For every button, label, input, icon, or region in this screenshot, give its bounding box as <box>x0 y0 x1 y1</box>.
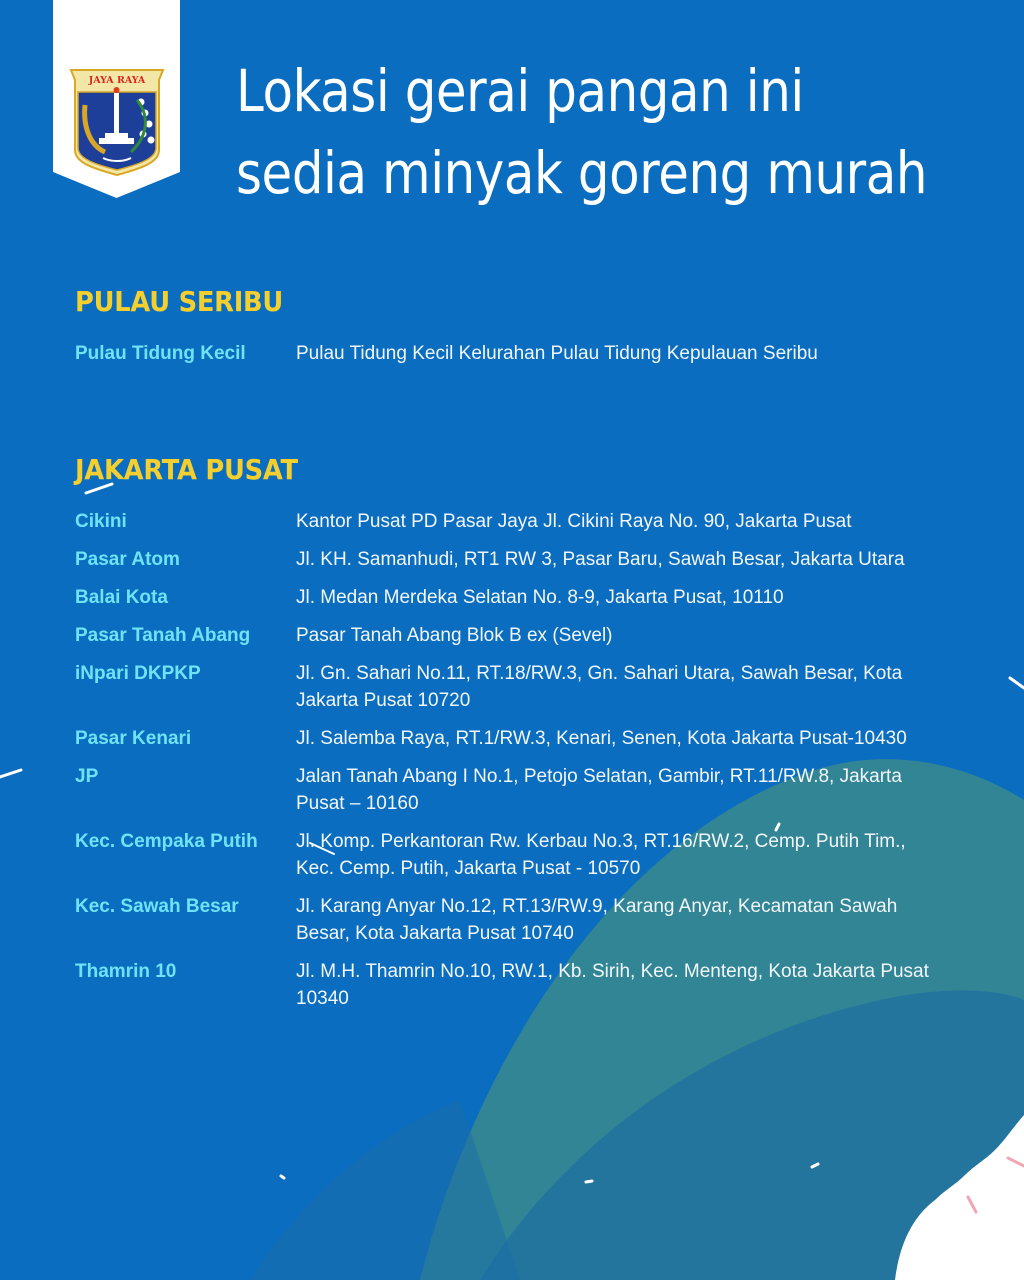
location-name: Pasar Kenari <box>75 728 192 749</box>
emblem-banner <box>53 0 180 198</box>
location-address: Jl. M.H. Thamrin No.10, RW.1, Kb. Sirih, Kec. Menteng, Kota Jakarta Pusat 10340 <box>296 961 929 1009</box>
title-line-1: Lokasi gerai pangan ini <box>236 57 804 125</box>
location-address: Jl. Salemba Raya, RT.1/RW.3, Kenari, Senen, Kota Jakarta Pusat-10430 <box>296 728 907 749</box>
location-row <box>75 828 975 882</box>
section-title: JAKARTA PUSAT <box>75 453 298 486</box>
location-row <box>75 584 975 611</box>
location-address: Kantor Pusat PD Pasar Jaya Jl. Cikini Raya No. 90, Jakarta Pusat <box>296 511 852 532</box>
section-title: PULAU SERIBU <box>75 285 284 318</box>
location-address: Jl. Gn. Sahari No.11, RT.18/RW.3, Gn. Sahari Utara, Sawah Besar, Kota Jakarta Pusat 10720 <box>296 663 903 711</box>
location-address: Pulau Tidung Kecil Kelurahan Pulau Tidung Kepulauan Seribu <box>296 343 818 364</box>
title-line-2: sedia minyak goreng murah <box>236 139 928 207</box>
jakarta-emblem-icon <box>71 70 163 175</box>
location-name: Kec. Cempaka Putih <box>75 831 258 852</box>
section-pulau-seribu <box>75 285 975 378</box>
location-name: Pasar Atom <box>75 549 180 570</box>
section-jakarta-pusat <box>75 453 975 1023</box>
location-name: Thamrin 10 <box>75 961 177 982</box>
location-row <box>75 340 975 367</box>
location-row <box>75 893 975 947</box>
location-name: Kec. Sawah Besar <box>75 896 239 917</box>
location-address: Jl. Medan Merdeka Selatan No. 8-9, Jakarta Pusat, 10110 <box>296 587 784 608</box>
location-address: Jl. KH. Samanhudi, RT1 RW 3, Pasar Baru, Sawah Besar, Jakarta Utara <box>296 549 905 570</box>
location-name: iNpari DKPKP <box>75 663 201 684</box>
location-name: Pulau Tidung Kecil <box>75 343 246 364</box>
page-title <box>236 50 927 214</box>
location-row <box>75 660 975 714</box>
location-address: Jl. Karang Anyar No.12, RT.13/RW.9, Karang Anyar, Kecamatan Sawah Besar, Kota Jakarta Pusat 10740 <box>296 896 898 944</box>
location-name: JP <box>75 766 99 787</box>
location-row <box>75 508 975 535</box>
location-row <box>75 546 975 573</box>
location-address: Jl. Komp. Perkantoran Rw. Kerbau No.3, RT.16/RW.2, Cemp. Putih Tim., Kec. Cemp. Putih, Jakarta Pusat - 10570 <box>296 831 906 879</box>
location-name: Balai Kota <box>75 587 168 608</box>
svg-text:JAYA RAYA: JAYA RAYA <box>88 75 146 86</box>
location-address: Pasar Tanah Abang Blok B ex (Sevel) <box>296 625 613 646</box>
location-name: Cikini <box>75 511 127 532</box>
location-name: Pasar Tanah Abang <box>75 625 251 646</box>
location-row <box>75 725 975 752</box>
location-address: Jalan Tanah Abang I No.1, Petojo Selatan, Gambir, RT.11/RW.8, Jakarta Pusat – 10160 <box>296 766 902 814</box>
location-row <box>75 763 975 817</box>
location-row <box>75 958 975 1012</box>
location-row <box>75 622 975 649</box>
